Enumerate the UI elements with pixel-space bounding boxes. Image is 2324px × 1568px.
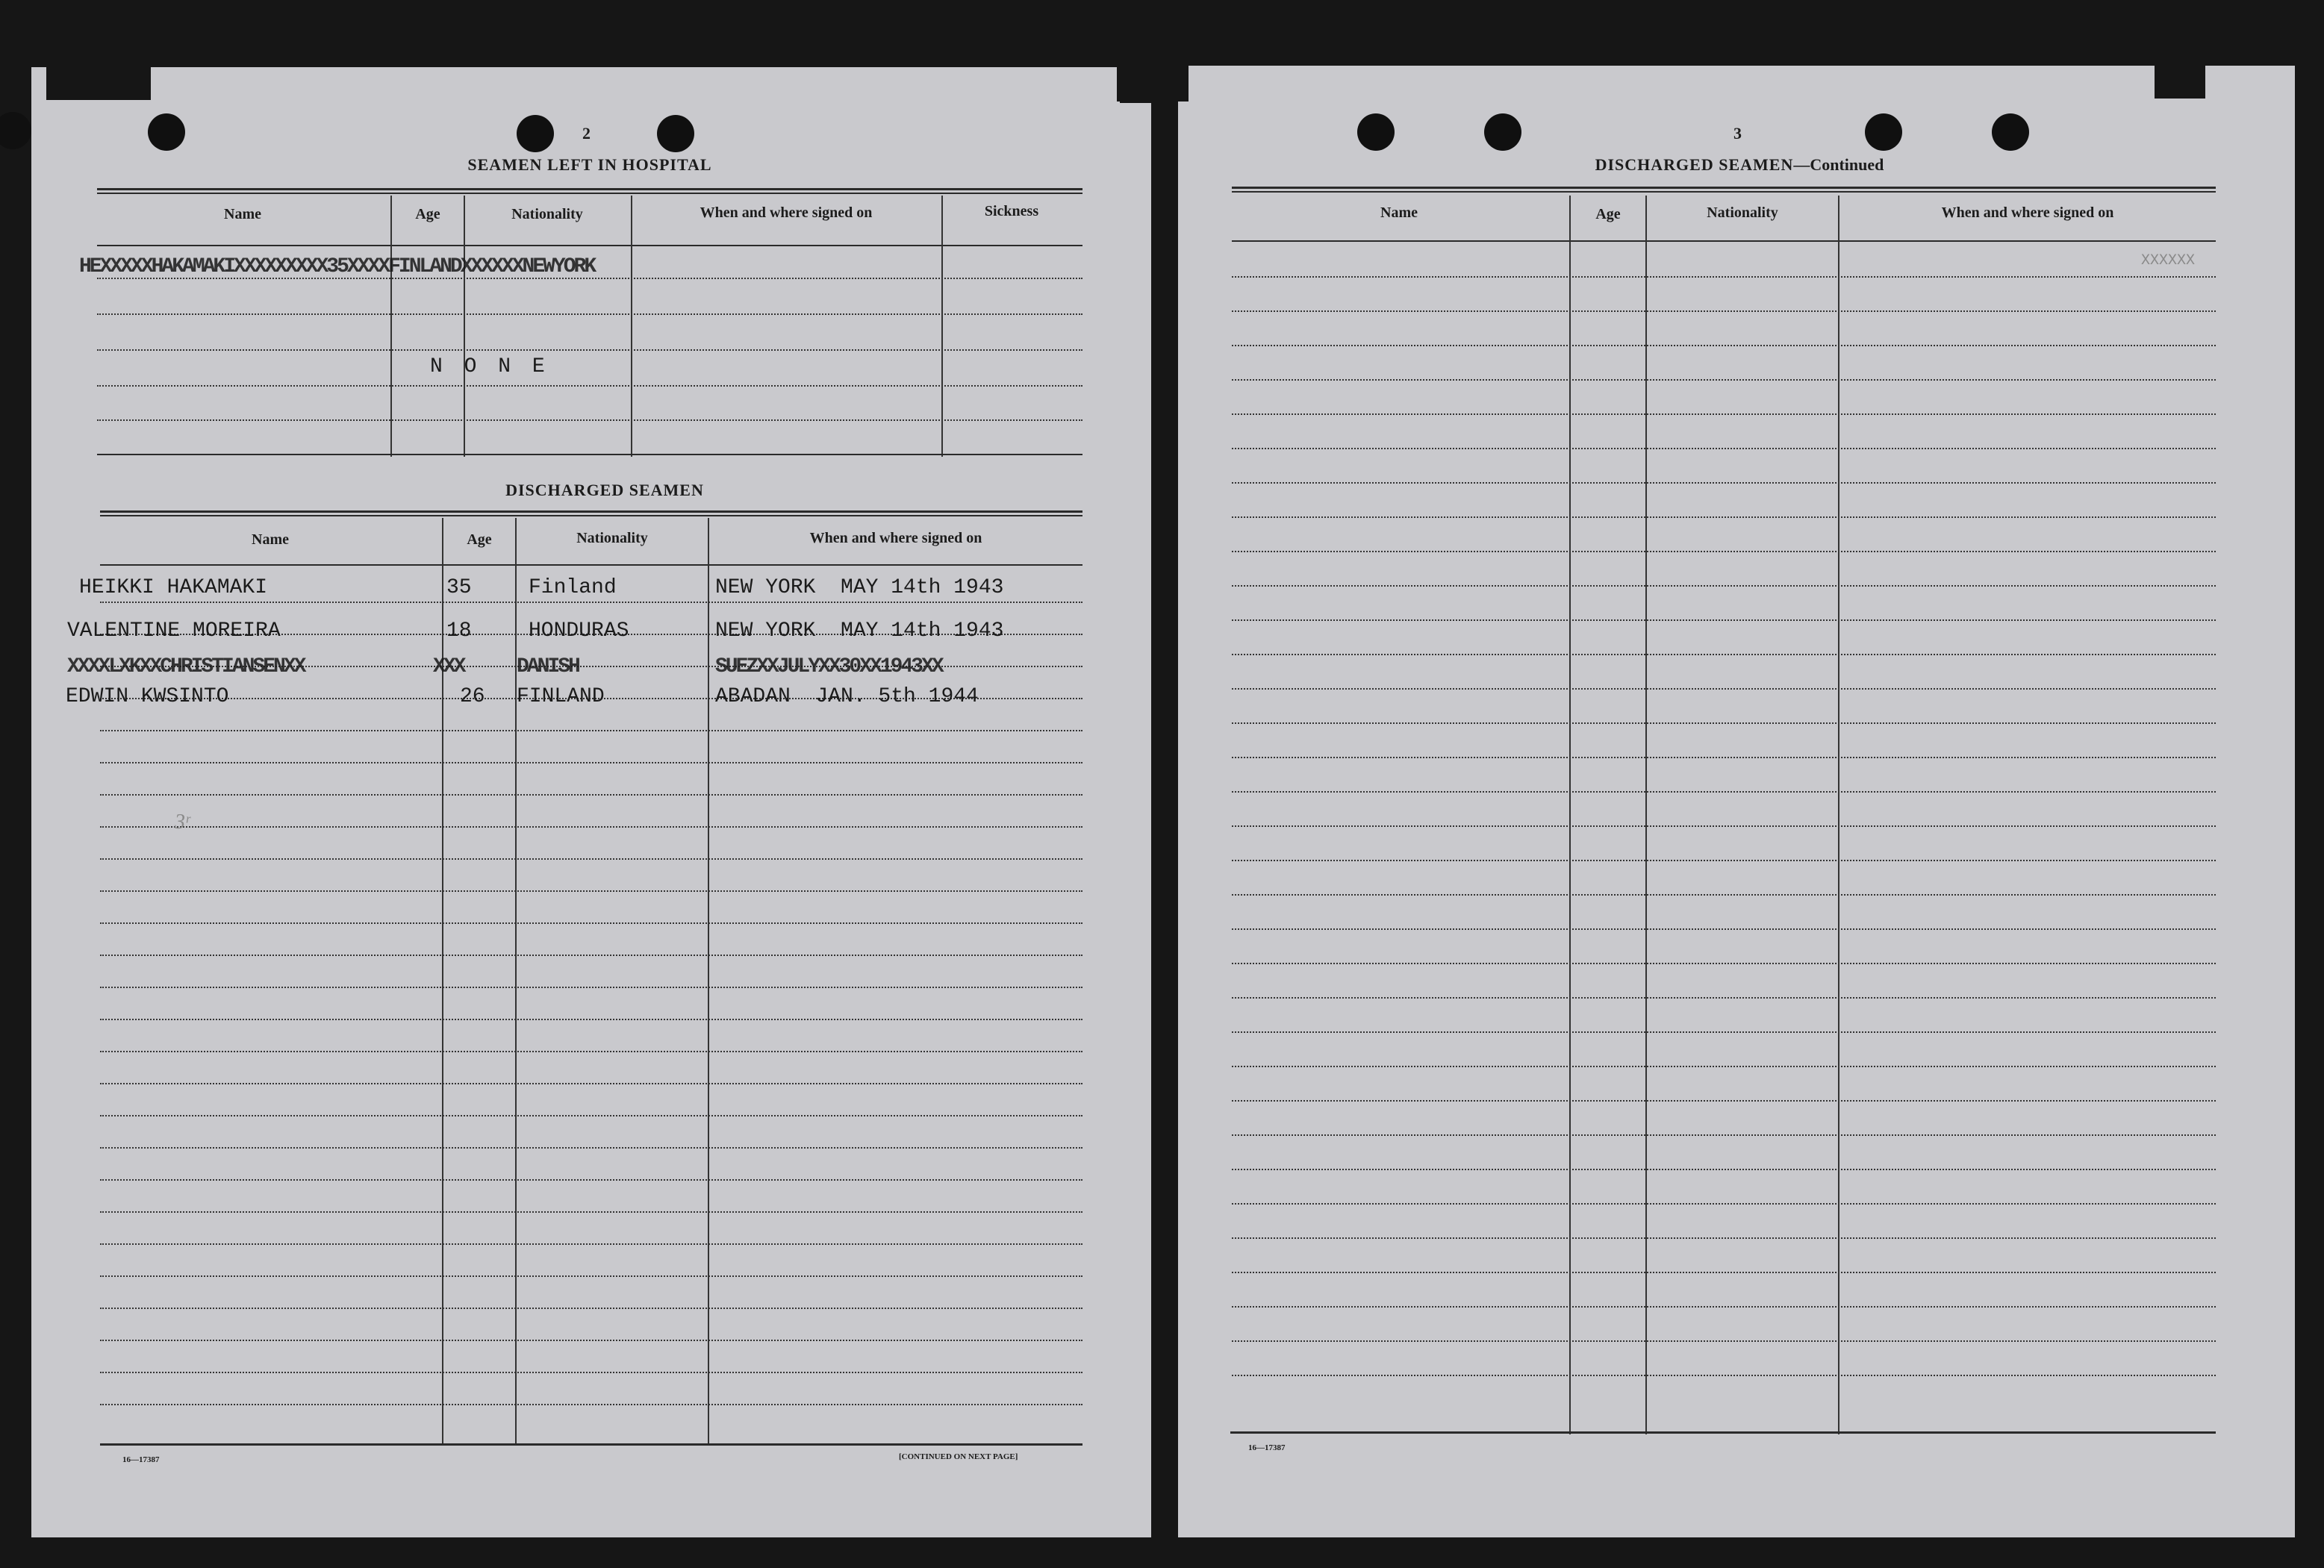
seaman-age: 35 — [446, 576, 472, 599]
header-age: Age — [467, 531, 492, 548]
ruled-line — [1232, 516, 2216, 518]
ruled-line — [1232, 1066, 2216, 1067]
ruled-line — [1232, 1100, 2216, 1102]
discharged-continued-title: DISCHARGED SEAMEN—Continued — [1595, 155, 1884, 174]
ruled-line — [1232, 1169, 2216, 1170]
ruled-line — [100, 1179, 1082, 1181]
struck-hospital-entry: HEXXXXXHAKAMAKIXXXXXXXXX35XXXXFINLANDXXXXXXNEWYORK — [79, 255, 595, 278]
left-page — [31, 67, 1151, 1537]
ruled-line — [1232, 413, 2216, 415]
punch-hole — [1357, 113, 1395, 151]
punch-hole — [148, 113, 185, 151]
seaman-nationality: DANISH — [517, 655, 579, 678]
ruled-line — [1232, 482, 2216, 484]
ruled-line — [100, 1372, 1082, 1373]
ruled-line — [100, 602, 1082, 603]
ruled-line — [1232, 448, 2216, 449]
binding-tab — [1117, 64, 1189, 101]
header-signed-on: When and where signed on — [1941, 204, 2114, 221]
ruled-line — [100, 826, 1082, 828]
ruled-line — [100, 890, 1082, 892]
ruled-line — [1232, 1340, 2216, 1342]
header-name: Name — [224, 206, 261, 222]
header-sickness: Sickness — [984, 203, 1039, 219]
seaman-nationality: HONDURAS — [529, 619, 629, 643]
ruled-line — [1232, 688, 2216, 690]
ruled-line — [100, 730, 1082, 731]
header-name: Name — [252, 531, 289, 548]
ruled-line — [100, 794, 1082, 796]
header-nationality: Nationality — [511, 206, 583, 222]
binding-tab — [46, 64, 151, 100]
ruled-line — [100, 922, 1082, 924]
seaman-age: XXX — [433, 655, 464, 678]
ruled-line — [100, 1308, 1082, 1309]
ruled-line — [1232, 654, 2216, 655]
ruled-line — [1232, 894, 2216, 896]
page-number: 3 — [1733, 124, 1742, 143]
header-nationality: Nationality — [1707, 204, 1778, 221]
seaman-name: VALENTINE MOREIRA — [67, 619, 281, 643]
seaman-signed-on: NEW YORK MAY 14th 1943 — [715, 576, 1004, 599]
discharged-section-title: DISCHARGED SEAMEN — [505, 481, 704, 499]
ruled-line — [1232, 619, 2216, 621]
seaman-signed-on: SUEZXXJULYXX30XX1943XX — [715, 655, 942, 678]
ruled-line — [100, 1115, 1082, 1116]
form-number: 16—17387 — [1248, 1443, 1286, 1452]
continued-note: [CONTINUED ON NEXT PAGE] — [899, 1452, 1018, 1461]
ruled-line — [100, 987, 1082, 988]
punch-hole — [0, 112, 31, 149]
header-nationality: Nationality — [576, 530, 648, 546]
seaman-nationality: FINLAND — [517, 685, 605, 708]
seaman-nationality: Finland — [529, 576, 617, 599]
ruled-line — [1232, 345, 2216, 346]
punch-hole — [1484, 113, 1521, 151]
header-age: Age — [415, 206, 440, 222]
ruled-line — [100, 762, 1082, 763]
binding-tab — [2155, 64, 2205, 99]
ruled-line — [1232, 276, 2216, 278]
ruled-line — [1232, 928, 2216, 930]
ruled-line — [100, 1275, 1082, 1277]
ruled-line — [1232, 860, 2216, 861]
faint-mark: XXXXXX — [2141, 252, 2196, 269]
ruled-line — [1232, 1375, 2216, 1376]
ruled-line — [1232, 757, 2216, 758]
ruled-line — [100, 1243, 1082, 1245]
ruled-line — [100, 1083, 1082, 1084]
form-number: 16—17387 — [122, 1455, 160, 1464]
ruled-line — [100, 1051, 1082, 1052]
hospital-section-title: SEAMEN LEFT IN HOSPITAL — [467, 155, 712, 174]
ruled-line — [100, 1147, 1082, 1149]
ruled-line — [1232, 1134, 2216, 1136]
seaman-signed-on: NEW YORK MAY 14th 1943 — [715, 619, 1004, 643]
none-entry: N O N E — [430, 355, 549, 378]
page-number: 2 — [582, 124, 591, 143]
punch-hole — [1865, 113, 1902, 151]
ruled-line — [1232, 825, 2216, 827]
ruled-line — [100, 858, 1082, 860]
ruled-line — [1232, 1203, 2216, 1205]
punch-hole — [517, 115, 554, 152]
header-name: Name — [1380, 204, 1418, 221]
ruled-line — [100, 955, 1082, 956]
ruled-line — [100, 1019, 1082, 1020]
punch-hole — [657, 115, 694, 152]
ruled-line — [1232, 379, 2216, 381]
ruled-line — [100, 1211, 1082, 1213]
seaman-name: HEIKKI HAKAMAKI — [79, 576, 268, 599]
ruled-line — [1232, 551, 2216, 552]
seaman-name: EDWIN KWSINTO — [66, 685, 229, 708]
right-page — [1178, 66, 2295, 1537]
ruled-line — [1232, 791, 2216, 793]
ruled-line — [1232, 997, 2216, 999]
header-age: Age — [1595, 206, 1621, 222]
ruled-line — [1232, 722, 2216, 724]
seaman-age: 26 — [460, 685, 485, 708]
ruled-line — [100, 1340, 1082, 1341]
ruled-line — [1232, 1031, 2216, 1033]
ruled-line — [1232, 1306, 2216, 1308]
seaman-name: XXXXLXKXXCHRISTIANSENXX — [67, 655, 305, 678]
header-signed-on: When and where signed on — [700, 204, 873, 221]
ruled-line — [1232, 1237, 2216, 1239]
pencil-note: 3ʳ — [175, 810, 190, 834]
seaman-signed-on: ABADAN JAN. 5th 1944 — [715, 685, 979, 708]
ruled-line — [1232, 963, 2216, 964]
ruled-line — [1232, 1272, 2216, 1273]
header-signed-on: When and where signed on — [809, 530, 982, 546]
seaman-age: 18 — [446, 619, 472, 643]
ruled-line — [1232, 585, 2216, 587]
ruled-line — [100, 1404, 1082, 1405]
punch-hole — [1992, 113, 2029, 151]
ruled-line — [1232, 310, 2216, 312]
